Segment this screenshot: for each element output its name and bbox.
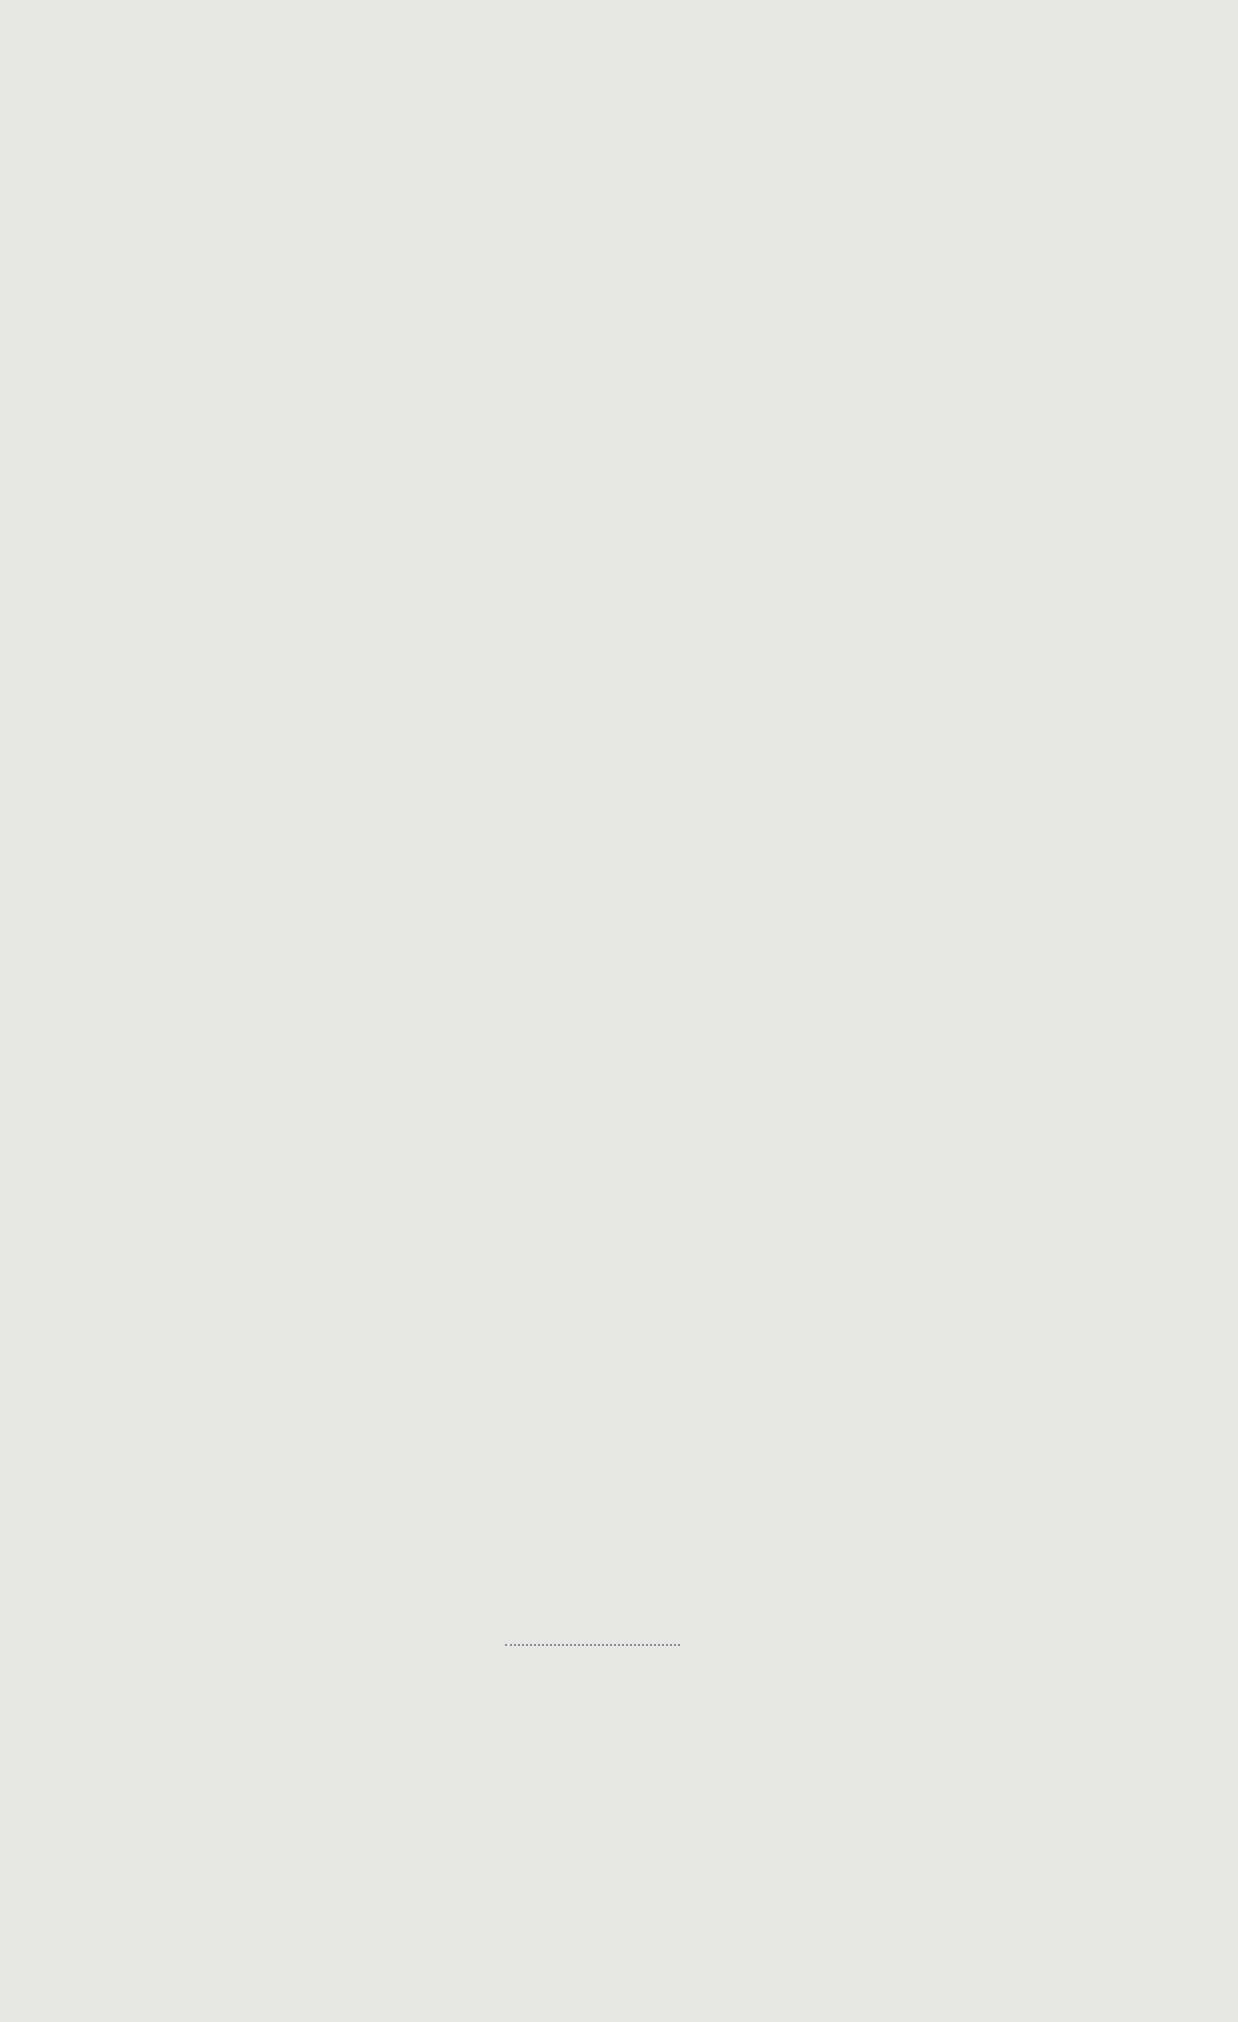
leader-dots [505,1642,680,1646]
subitem-s-amount [716,1626,876,1654]
subitem-s-line1 [196,1596,206,1624]
